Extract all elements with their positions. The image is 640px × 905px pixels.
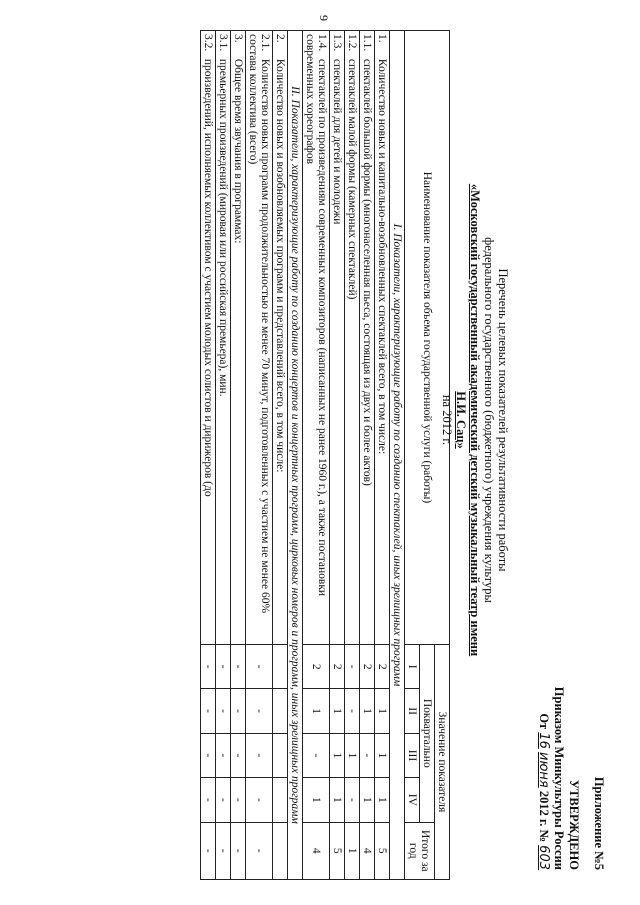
table-row: [216, 31, 231, 880]
indicator-name: Количество новых программ продолжительностью не менее 70 минут, подготовленных с участием не менее 60% состава коллектива (всего): [247, 34, 271, 614]
indicator-name: премьерных произведений (мировая или российская премьера), мин.: [217, 58, 229, 397]
year-total-value: -: [231, 822, 246, 879]
indicator-name-cell: [231, 31, 246, 645]
table-row: [201, 31, 216, 880]
quarter-4-value: -: [246, 778, 273, 822]
quarter-3-value: -: [303, 733, 330, 777]
quarter-1-value: 2: [303, 645, 330, 689]
quarter-3-value: [273, 733, 288, 777]
quarter-1-value: 2: [360, 645, 375, 689]
header-quarterly: Поквартально: [420, 645, 435, 823]
indicator-name: спектаклей малой формы (камерных спектаклей): [346, 58, 358, 300]
quarter-4-value: -: [345, 778, 360, 822]
indicator-name-cell: [375, 31, 390, 645]
section-row: [390, 31, 405, 880]
quarter-2-value: 1: [360, 689, 375, 733]
quarter-2-value: -: [246, 689, 273, 733]
header-quarter-4: IV: [405, 778, 420, 822]
order-line: Приказом Минкультуры России: [552, 686, 566, 870]
year-total-value: 5: [330, 822, 345, 879]
indicator-name-cell: [330, 31, 345, 645]
order-number: 603: [536, 845, 551, 870]
indicator-name: произведений, исполняемых коллективом с участием молодых солистов и дирижеров (до: [202, 58, 214, 497]
year-total-value: -: [246, 822, 273, 879]
quarter-3-value: 1: [345, 733, 360, 777]
indicator-number: 1.1.: [361, 34, 373, 52]
section-2-title: II. Показатели, характеризующие работу по созданию концертов и концертных программ, цирковых номеров и программ, иных зрелищных программ: [288, 31, 303, 880]
quarter-3-value: -: [216, 733, 231, 777]
indicator-number: 1.: [376, 34, 388, 43]
indicator-name-cell: [345, 31, 360, 645]
section-1-title: I. Показатели, характеризующие работу по созданию спектаклей, иных зрелищных программ: [390, 31, 405, 880]
approval-header: [536, 610, 606, 870]
header-value-group: Значение показателя: [435, 645, 450, 880]
year-total-value: -: [201, 822, 216, 879]
page-number: 9: [317, 15, 331, 21]
quarter-2-value: 1: [303, 689, 330, 733]
quarter-1-value: -: [246, 645, 273, 689]
table-row: [375, 31, 390, 880]
quarter-2-value: -: [231, 689, 246, 733]
quarter-2-value: [273, 689, 288, 733]
quarter-3-value: 1: [375, 733, 390, 777]
year-total-value: 4: [360, 822, 375, 879]
indicator-name-cell: [360, 31, 375, 645]
quarter-4-value: 1: [375, 778, 390, 822]
year-total-value: 5: [375, 822, 390, 879]
year-total-value: [273, 822, 288, 879]
header-quarter-3: III: [405, 733, 420, 777]
indicator-name-cell: [273, 31, 288, 645]
quarter-3-value: -: [246, 733, 273, 777]
year-total-value: 4: [303, 822, 330, 879]
date-month: июня: [536, 752, 551, 788]
quarter-4-value: -: [216, 778, 231, 822]
indicator-number: 3.1.: [217, 34, 229, 52]
section-1-rows: [303, 31, 390, 880]
quarter-1-value: 2: [330, 645, 345, 689]
indicator-number: 2.: [274, 34, 286, 43]
quarter-4-value: [273, 778, 288, 822]
quarter-4-value: 1: [303, 778, 330, 822]
quarter-2-value: -: [216, 689, 231, 733]
quarter-4-value: 1: [330, 778, 345, 822]
table-row: [246, 31, 273, 880]
indicator-name: Количество новых и капитально-возобновленных спектаклей всего, в том числе:: [376, 58, 388, 455]
quarter-1-value: -: [216, 645, 231, 689]
quarter-4-value: -: [231, 778, 246, 822]
date-year-prefix: 2012 г. №: [537, 790, 551, 843]
quarter-3-value: -: [231, 733, 246, 777]
header-quarter-1: I: [405, 645, 420, 689]
quarter-3-value: -: [360, 733, 375, 777]
document-title: [440, 180, 510, 660]
indicator-name: спектаклей большой формы (многонаселенная пьеса, состоящая из двух и более актов): [361, 58, 373, 486]
title-line-4: на 2012 г.: [440, 394, 454, 446]
quarter-2-value: -: [201, 689, 216, 733]
quarter-1-value: 2: [375, 645, 390, 689]
indicator-number: 1.3.: [331, 34, 343, 52]
indicator-name: спектаклей для детей и молодежи: [331, 58, 343, 225]
indicator-name-cell: [216, 31, 231, 645]
quarter-4-value: 1: [360, 778, 375, 822]
date-prefix: От: [537, 713, 551, 730]
quarter-3-value: -: [201, 733, 216, 777]
quarter-1-value: -: [201, 645, 216, 689]
indicator-name-cell: [303, 31, 330, 645]
table-header-row: [435, 31, 450, 880]
table-row: [345, 31, 360, 880]
indicator-name: спектаклей по произведениям современных композиторов (написанных не ранее 1960 г.), а также постановки современных хореографов: [304, 34, 328, 597]
indicator-name: Общее время звучания в программах:: [232, 58, 244, 244]
year-total-value: 1: [345, 822, 360, 879]
section-2-rows: [201, 31, 288, 880]
indicator-number: 1.2.: [346, 34, 358, 52]
appendix-label: Приложение №5: [592, 776, 606, 870]
quarter-1-value: [273, 645, 288, 689]
indicator-number: 3.: [232, 34, 244, 43]
quarter-1-value: -: [231, 645, 246, 689]
header-quarter-2: II: [405, 689, 420, 733]
rotated-page: [30, 20, 610, 880]
header-total: Итого за год: [405, 822, 435, 879]
quarter-2-value: 1: [375, 689, 390, 733]
indicator-number: 1.4.: [316, 34, 328, 52]
order-date-line: [536, 610, 551, 870]
indicator-number: 3.2.: [202, 34, 214, 52]
indicator-name-cell: [246, 31, 273, 645]
section-row: [288, 31, 303, 880]
header-name-column: Наименование показателя объема государственной услуги (работы): [405, 31, 450, 645]
title-line-3: «Московский государственный академический детский музыкальный театр имени Н.И. Сац»: [454, 183, 482, 657]
indicator-name-cell: [201, 31, 216, 645]
date-day: 16: [536, 732, 551, 749]
title-line-2: федерального государственного (бюджетного) учреждения культуры: [482, 237, 496, 603]
quarter-2-value: 1: [330, 689, 345, 733]
quarter-4-value: -: [201, 778, 216, 822]
approved-label: УТВЕРЖДЕНО: [567, 779, 581, 870]
table-row: [231, 31, 246, 880]
table-row: [303, 31, 330, 880]
table-row: [360, 31, 375, 880]
indicator-number: 2.1.: [259, 34, 271, 52]
indicators-table: [200, 30, 450, 880]
title-line-1: Перечень целевых показателей результативности работы: [496, 268, 510, 572]
indicator-name: Количество новых и возобновляемых программ и представлений всего, в том числе:: [274, 58, 286, 473]
quarter-3-value: 1: [330, 733, 345, 777]
quarter-2-value: -: [345, 689, 360, 733]
table-row: [330, 31, 345, 880]
quarter-1-value: -: [345, 645, 360, 689]
year-total-value: -: [216, 822, 231, 879]
table-row: [273, 31, 288, 880]
